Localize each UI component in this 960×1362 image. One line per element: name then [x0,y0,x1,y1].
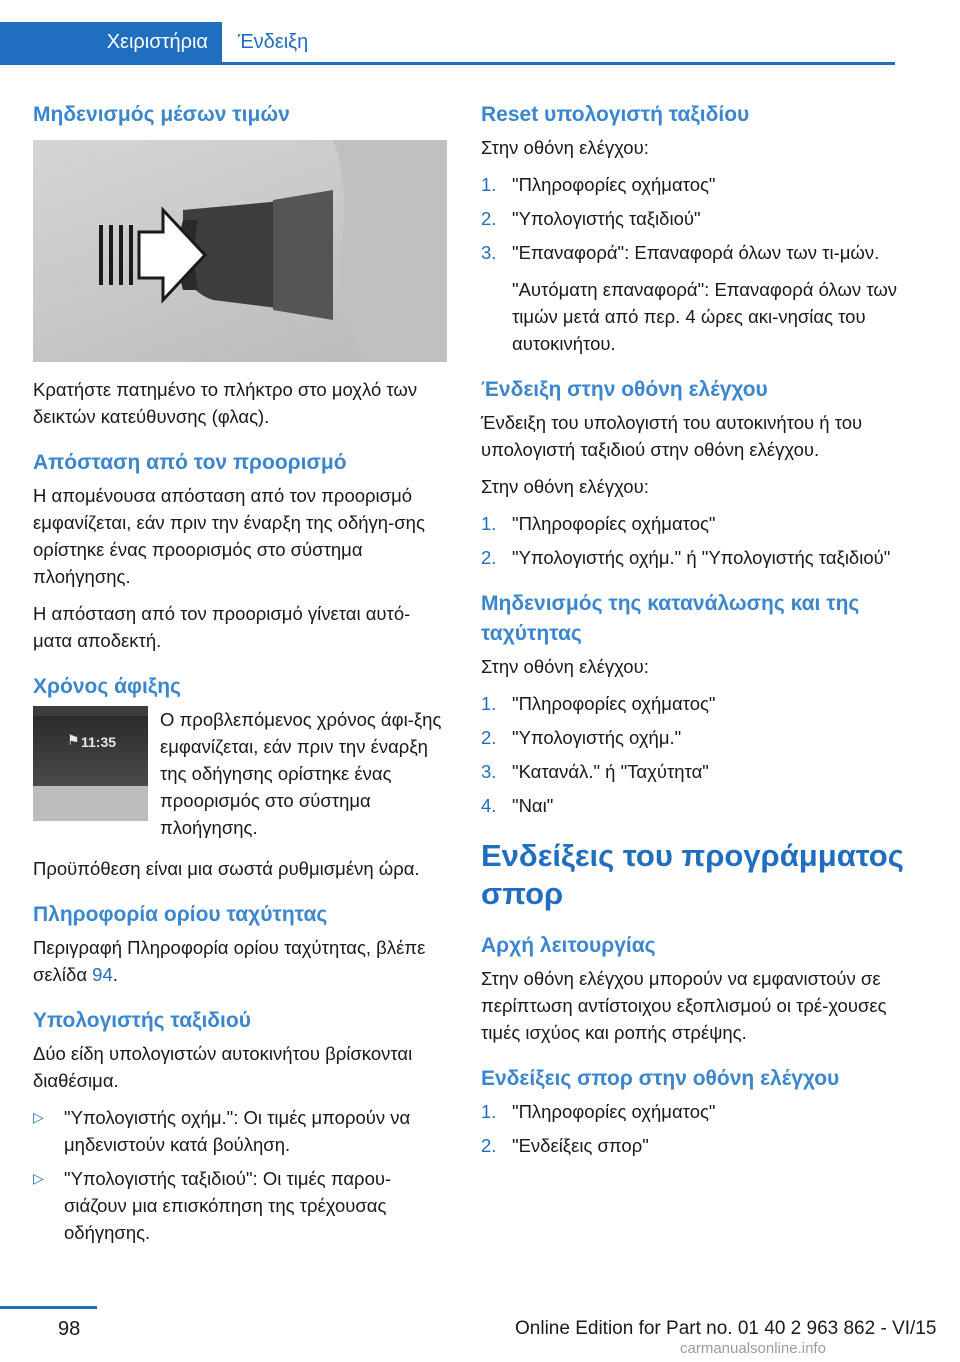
page-number: 98 [58,1318,81,1340]
arrival-time-note: Προϋπόθεση είναι μια σωστά ρυθμισμένη ώρα. [33,858,420,879]
heading-speed-limit-info: Πληροφορία ορίου ταχύτητας [33,903,328,926]
distance-text-1: Η απομένουσα απόσταση από τον προορισμό εμφανίζεται, εάν πριν την έναρξη της οδήγη-σης ορίστηκε ένας προορισμός στο σύστημα πλοήγησης. [33,485,425,587]
trip-computer-text: Δύο είδη υπολογιστών αυτοκινήτου βρίσκονται διαθέσιμα. [33,1043,413,1091]
reset-trip-steps [481,171,925,266]
reset-averages-text: Κρατήστε πατημένο το πλήκτρο στο μοχλό των δεικτών κατεύθυνσης (φλας). [33,379,418,427]
arrival-time-row [33,706,447,841]
tab-display[interactable]: Ένδειξη [238,31,309,53]
display-control-text: Ένδειξη του υπολογιστή του αυτοκινήτου ή του υπολογιστή ταξιδιού στην οθόνη ελέγχου. [481,412,863,460]
tab-controls[interactable]: Χειριστήρια [0,22,222,62]
list-item: ▷ "Υπολογιστής ταξιδιού": Οι τιμές παρου-σιάζουν μια επισκόπηση της τρέχουσας οδήγησης. [33,1165,447,1246]
heading-distance-destination: Απόσταση από τον προορισμό [33,451,347,474]
list-item: 2. "Υπολογιστής οχήμ." ή "Υπολογιστής ταξιδιού" [481,547,891,568]
heading-display-control: Ένδειξη στην οθόνη ελέγχου [481,378,768,401]
list-item: 4. "Ναι" [481,795,554,816]
reset-consumption-steps [481,690,925,819]
sport-displays-steps [481,1098,925,1159]
list-item: 2. "Υπολογιστής ταξιδιού" [481,208,701,229]
heading-sport-displays: Ενδείξεις του προγράμματος σπορ [481,838,904,911]
header-tabbar [0,22,895,65]
list-item: 2. "Υπολογιστής οχήμ." [481,727,682,748]
destination-flag-icon: ⚑ [67,732,80,748]
arrival-time-display-image [33,706,148,821]
heading-arrival-time: Χρόνος άφιξης [33,675,181,698]
arrival-time-text: Ο προβλεπόμενος χρόνος άφι-ξης εμφανίζεται, εάν πριν την έναρξη της οδήγησης ορίστηκε ένας προορισμός στο σύστημα πλοήγησης. [160,709,442,838]
heading-reset-trip-computer: Reset υπολογιστή ταξιδίου [481,103,750,126]
page-link-94[interactable]: 94 [92,964,113,985]
list-item: 1. "Πληροφορίες οχήματος" [481,1101,716,1122]
reset-trip-intro: Στην οθόνη ελέγχου: [481,137,649,158]
left-column [33,100,447,1256]
reset-consumption-intro: Στην οθόνη ελέγχου: [481,656,649,677]
triangle-bullet-icon: ▷ [33,1170,44,1186]
trip-computer-list [33,1104,447,1246]
auto-reset-text: "Αυτόματη επαναφορά": Επαναφορά όλων των τιμών μετά από περ. 4 ώρες ακι-νησίας του αυτοκινήτου. [512,279,898,354]
list-item: 3. "Κατανάλ." ή "Ταχύτητα" [481,761,709,782]
edition-info: Online Edition for Part no. 01 40 2 963 862 - VI/15 [515,1318,937,1339]
principle-text: Στην οθόνη ελέγχου μπορούν να εμφανιστούν σε περίπτωση αντίστοιχου εξοπλισμού οι τρέ-χουσες τιμές ισχύος και ροπής στρέψης. [481,968,887,1043]
list-item: ▷ "Υπολογιστής οχήμ.": Οι τιμές μπορούν να μηδενιστούν κατά βούληση. [33,1104,447,1158]
distance-text-2: Η απόσταση από τον προορισμό γίνεται αυτό-ματα αποδεκτή. [33,603,411,651]
heading-sport-displays-control: Ενδείξεις σπορ στην οθόνη ελέγχου [481,1067,840,1090]
list-item: 1. "Πληροφορίες οχήματος" [481,693,716,714]
triangle-bullet-icon: ▷ [33,1109,44,1125]
heading-reset-consumption-speed: Μηδενισμός της κατανάλωσης και της ταχύτητας [481,592,860,645]
display-control-intro: Στην οθόνη ελέγχου: [481,476,649,497]
turn-signal-lever-image [33,140,447,362]
list-item: 1. "Πληροφορίες οχήματος" [481,513,716,534]
list-item: 3. "Επαναφορά": Επαναφορά όλων των τι-μών. [481,242,880,263]
watermark: carmanualsonline.info [680,1340,826,1357]
speed-limit-text [33,934,447,988]
heading-reset-averages: Μηδενισμός μέσων τιμών [33,103,290,126]
arrival-clock: 11:35 [81,734,117,750]
list-item: 2. "Ενδείξεις σπορ" [481,1135,649,1156]
display-control-steps [481,510,925,571]
heading-trip-computer: Υπολογιστής ταξιδιού [33,1009,251,1032]
list-item: 1. "Πληροφορίες οχήματος" [481,174,716,195]
speed-limit-period: . [112,964,118,985]
lever-illustration [33,140,447,362]
right-column [481,100,925,1169]
footer-accent-line [0,1306,97,1309]
speed-limit-desc: Περιγραφή Πληροφορία ορίου ταχύτητας, βλέπε σελίδα [33,937,426,985]
heading-principle: Αρχή λειτουργίας [481,934,656,957]
